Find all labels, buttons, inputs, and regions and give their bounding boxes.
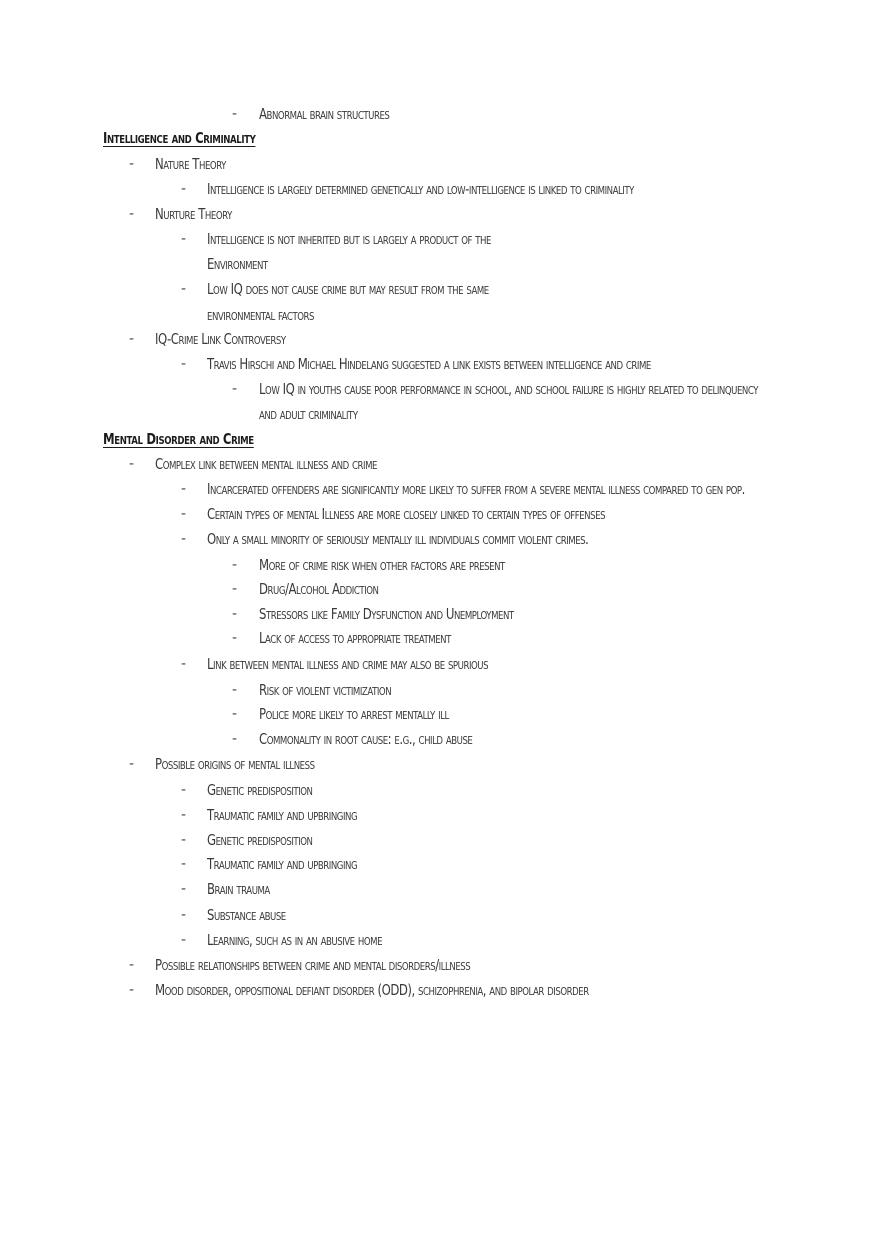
list-item: Intelligence is largely determined genetically and low-intelligence is linked to criminality [207, 180, 634, 198]
bullet-dash: - [232, 106, 238, 122]
bullet-dash: - [129, 331, 135, 347]
bullet-dash: - [232, 731, 238, 747]
list-item: Traumatic family and upbringing [207, 855, 358, 873]
bullet-dash: - [181, 531, 187, 547]
list-item: Stressors like Family Dysfunction and Unemployment [259, 605, 514, 623]
list-item: Learning, such as in an abusive home [207, 931, 383, 949]
bullet-dash: - [232, 706, 238, 722]
bullet-dash: - [181, 481, 187, 497]
bullet-dash: - [129, 156, 135, 172]
bullet-dash: - [181, 506, 187, 522]
list-item: Travis Hirschi and Michael Hindelang suggested a link exists between intelligence and crime [207, 355, 651, 373]
bullet-dash: - [181, 881, 187, 897]
list-item: Only a small minority of seriously mentally ill individuals commit violent crimes. [207, 530, 589, 548]
list-item: Substance abuse [207, 906, 286, 924]
bullet-dash: - [129, 756, 135, 772]
section-heading-intelligence: Intelligence and Criminality [103, 129, 256, 147]
list-item: IQ-Crime Link Controversy [155, 330, 286, 348]
list-item: Incarcerated offenders are significantly more likely to suffer from a severe mental illness compared to gen pop. [207, 480, 745, 498]
bullet-dash: - [232, 606, 238, 622]
list-item: Complex link between mental illness and crime [155, 455, 377, 473]
list-item: Low IQ in youths cause poor performance in school, and school failure is highly related to delinquency [259, 380, 759, 398]
bullet-dash: - [181, 907, 187, 923]
list-item-continuation: Environment [207, 255, 268, 273]
bullet-dash: - [129, 206, 135, 222]
bullet-dash: - [181, 281, 187, 297]
list-item: Intelligence is not inherited but is largely a product of the [207, 230, 491, 248]
bullet-dash: - [181, 807, 187, 823]
bullet-dash: - [181, 356, 187, 372]
bullet-dash: - [181, 832, 187, 848]
list-item-continuation: environmental factors [207, 306, 314, 324]
bullet-dash: - [232, 557, 238, 573]
list-item: Low IQ does not cause crime but may result from the same [207, 280, 489, 298]
list-item: Certain types of mental Illness are more closely linked to certain types of offenses [207, 505, 606, 523]
bullet-dash: - [181, 181, 187, 197]
list-item-continuation: and adult criminality [259, 405, 358, 423]
bullet-dash: - [129, 957, 135, 973]
list-item: Nature Theory [155, 155, 226, 173]
list-item: Traumatic family and upbringing [207, 806, 358, 824]
bullet-dash: - [129, 456, 135, 472]
list-item: Genetic predisposition [207, 781, 313, 799]
list-item: Commonality in root cause: e.g., child abuse [259, 730, 473, 748]
list-item: More of crime risk when other factors are present [259, 556, 505, 574]
bullet-dash: - [181, 782, 187, 798]
bullet-dash: - [181, 656, 187, 672]
bullet-dash: - [232, 682, 238, 698]
bullet-dash: - [181, 231, 187, 247]
list-item: Genetic predisposition [207, 831, 313, 849]
list-item: Abnormal brain structures [259, 105, 390, 123]
list-item: Drug/Alcohol Addiction [259, 580, 379, 598]
list-item: Link between mental illness and crime may also be spurious [207, 655, 489, 673]
list-item: Police more likely to arrest mentally ill [259, 705, 449, 723]
bullet-dash: - [232, 630, 238, 646]
bullet-dash: - [232, 381, 238, 397]
list-item: Lack of access to appropriate treatment [259, 629, 451, 647]
list-item: Nurture Theory [155, 205, 232, 223]
list-item: Risk of violent victimization [259, 681, 392, 699]
list-item: Possible origins of mental illness [155, 755, 315, 773]
bullet-dash: - [181, 856, 187, 872]
bullet-dash: - [181, 932, 187, 948]
list-item: Possible relationships between crime and mental disorders/illness [155, 956, 471, 974]
list-item: Mood disorder, oppositional defiant disorder (ODD), schizophrenia, and bipolar disorder [155, 981, 589, 999]
bullet-dash: - [129, 982, 135, 998]
section-heading-mental-disorder: Mental Disorder and Crime [103, 430, 254, 448]
bullet-dash: - [232, 581, 238, 597]
list-item: Brain trauma [207, 880, 270, 898]
